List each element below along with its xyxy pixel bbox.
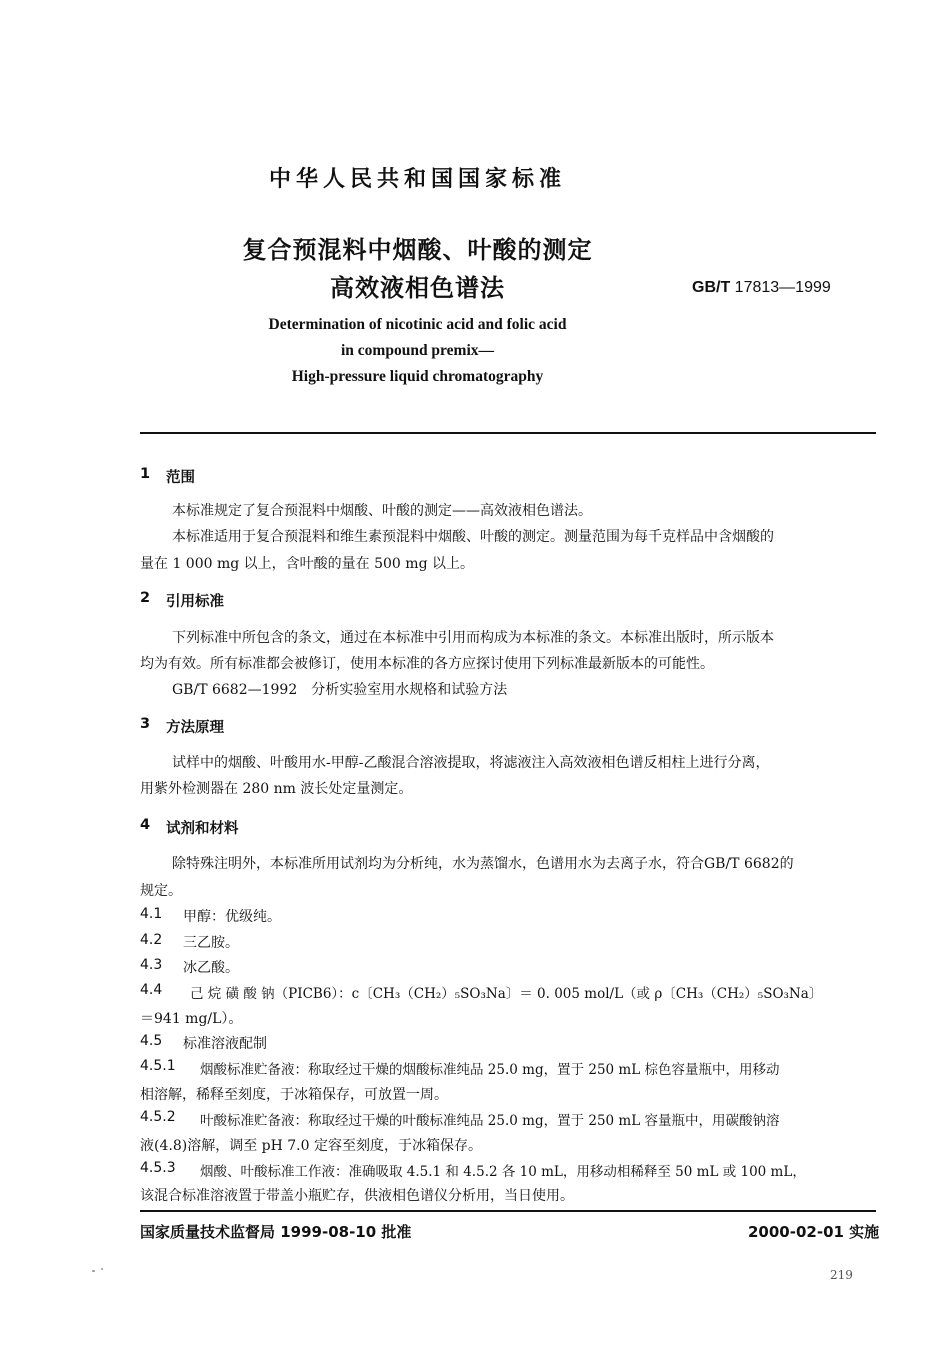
item-4-5-3-number: 4.5.3 — [140, 1160, 176, 1176]
section-1-paragraph-2-line1: 本标准适用于复合预混料和维生素预混料中烟酸、叶酸的测定。测量范围为每千克样品中含烟酸的 — [172, 529, 774, 545]
section-4-paragraph-line1: 除特殊注明外，本标准所用试剂均为分析纯，水为蒸馏水，色谱用水为去离子水，符合GB/T 6682的 — [172, 856, 794, 872]
item-4-3-text: 冰乙酸。 — [183, 960, 239, 976]
item-4-5-number: 4.5 — [140, 1033, 163, 1049]
section-4-heading: 试剂和材料 — [166, 821, 239, 837]
header-divider — [140, 432, 876, 434]
title-en-line2: in compound premix— — [340, 342, 495, 359]
standard-number: 17813—1999 — [734, 279, 831, 296]
footer-divider — [140, 1210, 876, 1212]
item-4-4-number: 4.4 — [140, 982, 163, 998]
item-4-5-2-text-line2: 液(4.8)溶解，调至 pH 7.0 定容至刻度，于冰箱保存。 — [140, 1138, 482, 1154]
scan-speck — [92, 1270, 95, 1272]
section-4-paragraph-line2: 规定。 — [140, 883, 182, 899]
title-en-line1: Determination of nicotinic acid and folic acid — [268, 316, 567, 333]
item-4-1-text: 甲醇：优级纯。 — [183, 909, 281, 925]
item-4-1-number: 4.1 — [140, 906, 163, 922]
item-4-2-number: 4.2 — [140, 932, 163, 948]
section-3-paragraph-line1: 试样中的烟酸、叶酸用水-甲醇-乙酸混合溶液提取，将滤液注入高效液相色谱反相柱上进行分离， — [172, 755, 770, 771]
section-1-heading: 范围 — [166, 470, 195, 486]
section-1-paragraph-1: 本标准规定了复合预混料中烟酸、叶酸的测定——高效液相色谱法。 — [172, 503, 592, 519]
item-4-2-text: 三乙胺。 — [183, 935, 239, 951]
item-4-5-3-text-line1: 烟酸、叶酸标准工作液：准确吸取 4.5.1 和 4.5.2 各 10 mL，用移动相稀释至 50 mL 或 100 mL， — [200, 1164, 806, 1180]
item-4-5-1-text-line1: 烟酸标准贮备液：称取经过干燥的烟酸标准纯品 25.0 mg，置于 250 mL 棕色容量瓶中，用移动 — [200, 1062, 780, 1078]
section-4-number: 4 — [140, 817, 151, 833]
implementation-date: 2000-02-01 实施 — [748, 1223, 880, 1241]
section-2-number: 2 — [140, 590, 151, 606]
item-4-5-1-text-line2: 相溶解，稀释至刻度，于冰箱保存，可放置一周。 — [140, 1087, 448, 1103]
scan-speck — [101, 1268, 103, 1270]
section-1-number: 1 — [140, 466, 151, 482]
section-3-heading: 方法原理 — [166, 720, 224, 736]
item-4-5-1-number: 4.5.1 — [140, 1058, 176, 1074]
national-standard-heading: 中华人民共和国国家标准 — [268, 167, 566, 192]
title-cn-line2: 高效液相色谱法 — [330, 274, 505, 302]
approval-date: 国家质量技术监督局 1999-08-10 批准 — [140, 1223, 412, 1241]
section-1-paragraph-2-line2: 量在 1 000 mg 以上，含叶酸的量在 500 mg 以上。 — [140, 556, 474, 572]
item-4-5-2-text-line1: 叶酸标准贮备液：称取经过干燥的叶酸标准纯品 25.0 mg，置于 250 mL 容量瓶中，用碳酸钠溶 — [200, 1113, 780, 1129]
title-cn-line1: 复合预混料中烟酸、叶酸的测定 — [242, 236, 593, 264]
standard-code — [692, 279, 831, 297]
section-2-heading: 引用标准 — [166, 594, 224, 610]
title-en-line3: High-pressure liquid chromatography — [291, 368, 544, 385]
normative-reference: GB/T 6682—1992 分析实验室用水规格和试验方法 — [172, 682, 508, 698]
item-4-5-3-text-line2: 该混合标准溶液置于带盖小瓶贮存，供液相色谱仪分析用，当日使用。 — [140, 1188, 574, 1204]
item-4-3-number: 4.3 — [140, 957, 163, 973]
section-3-number: 3 — [140, 716, 151, 732]
section-2-paragraph-line2: 均为有效。所有标准都会被修订，使用本标准的各方应探讨使用下列标准最新版本的可能性。 — [140, 656, 714, 672]
item-4-4-text-line1: 己 烷 磺 酸 钠（PICB6）：c〔CH₃（CH₂）₅SO₃Na〕＝ 0. 005 mol/L（或 ρ〔CH₃（CH₂）₅SO₃Na〕 — [190, 986, 823, 1002]
item-4-5-2-number: 4.5.2 — [140, 1109, 176, 1125]
section-2-paragraph-line1: 下列标准中所包含的条文，通过在本标准中引用而构成为本标准的条文。本标准出版时，所示版本 — [172, 630, 774, 646]
section-3-paragraph-line2: 用紫外检测器在 280 nm 波长处定量测定。 — [140, 781, 413, 797]
item-4-4-text-line2: ＝941 mg/L）。 — [140, 1011, 243, 1027]
standard-prefix: GB/T — [692, 279, 731, 296]
page-number: 219 — [830, 1268, 853, 1282]
item-4-5-text: 标准溶液配制 — [183, 1036, 267, 1052]
